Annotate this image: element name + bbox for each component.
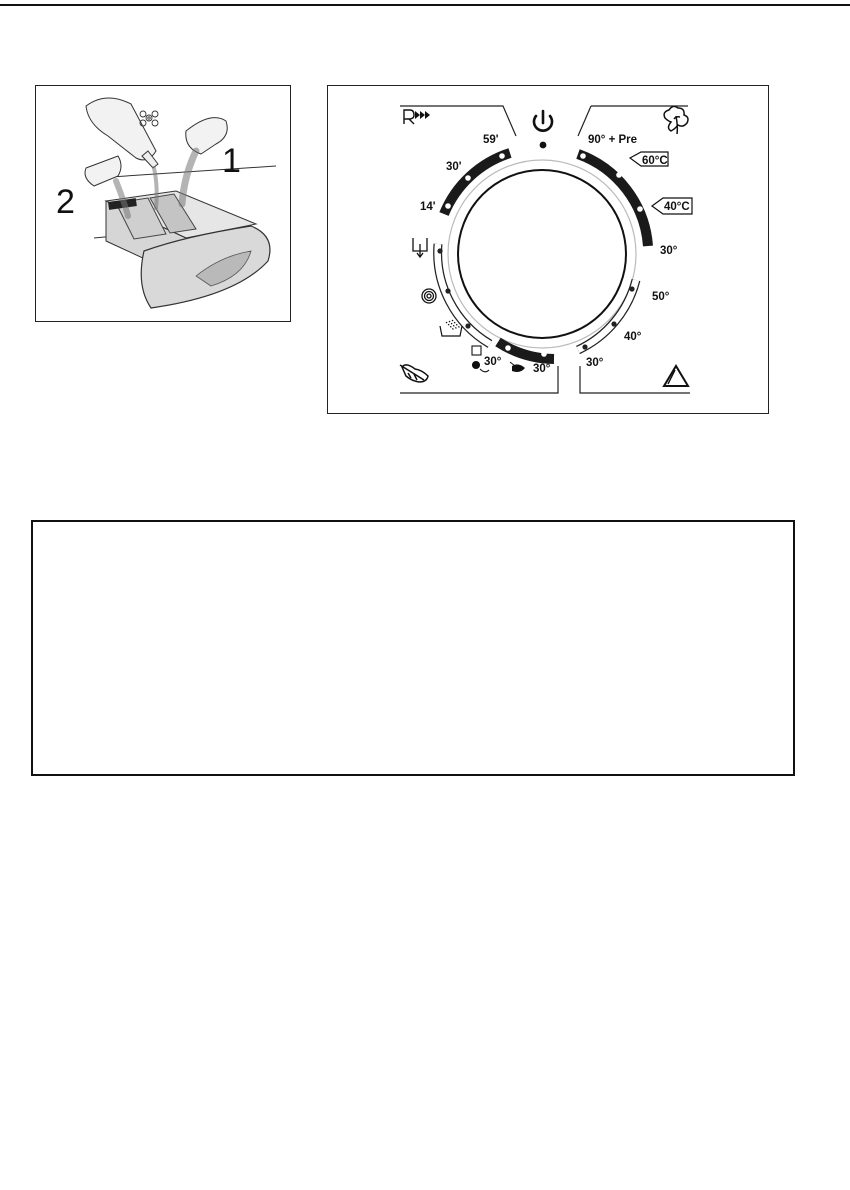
rapid-59-label: 59' — [483, 134, 499, 146]
top-rule — [0, 4, 850, 6]
cotton-60-label: 60°C — [642, 155, 668, 167]
softener-flower-icon — [140, 111, 158, 126]
detergent-drawer-figure — [35, 85, 291, 322]
delicate-30-label: 30° — [533, 363, 551, 375]
delicate-icon — [510, 362, 525, 372]
program-knob[interactable] — [458, 170, 626, 338]
synthetic-30-label: 30° — [586, 357, 604, 369]
cotton-90-pre-label: 90° + Pre — [588, 134, 638, 146]
cotton-30-label: 30° — [660, 245, 678, 257]
empty-frame — [31, 520, 795, 776]
feather-icon — [400, 365, 428, 382]
cotton-icon — [664, 106, 688, 134]
bottom-band — [498, 342, 554, 359]
program-dial — [328, 86, 768, 413]
synthetic-icon — [664, 366, 688, 386]
detergent-drawer-illustration — [36, 86, 290, 321]
synthetic-40-label: 40° — [624, 331, 642, 343]
rapid-14-label: 14' — [420, 201, 436, 213]
program-dial-figure — [327, 85, 769, 414]
off-indicator-dot — [540, 142, 547, 149]
rapid-wash-icon — [404, 110, 430, 124]
wool-30-label: 30° — [484, 356, 502, 368]
frame-top-left — [400, 106, 516, 136]
spin-icon — [422, 289, 436, 303]
drain-icon — [413, 238, 427, 257]
callout-2: 2 — [56, 183, 75, 221]
power-icon — [534, 111, 552, 131]
rapid-30-label: 30' — [446, 161, 462, 173]
synthetic-50-label: 50° — [652, 291, 670, 303]
callout-1: 1 — [222, 142, 241, 180]
cotton-40-label: 40°C — [664, 201, 690, 213]
